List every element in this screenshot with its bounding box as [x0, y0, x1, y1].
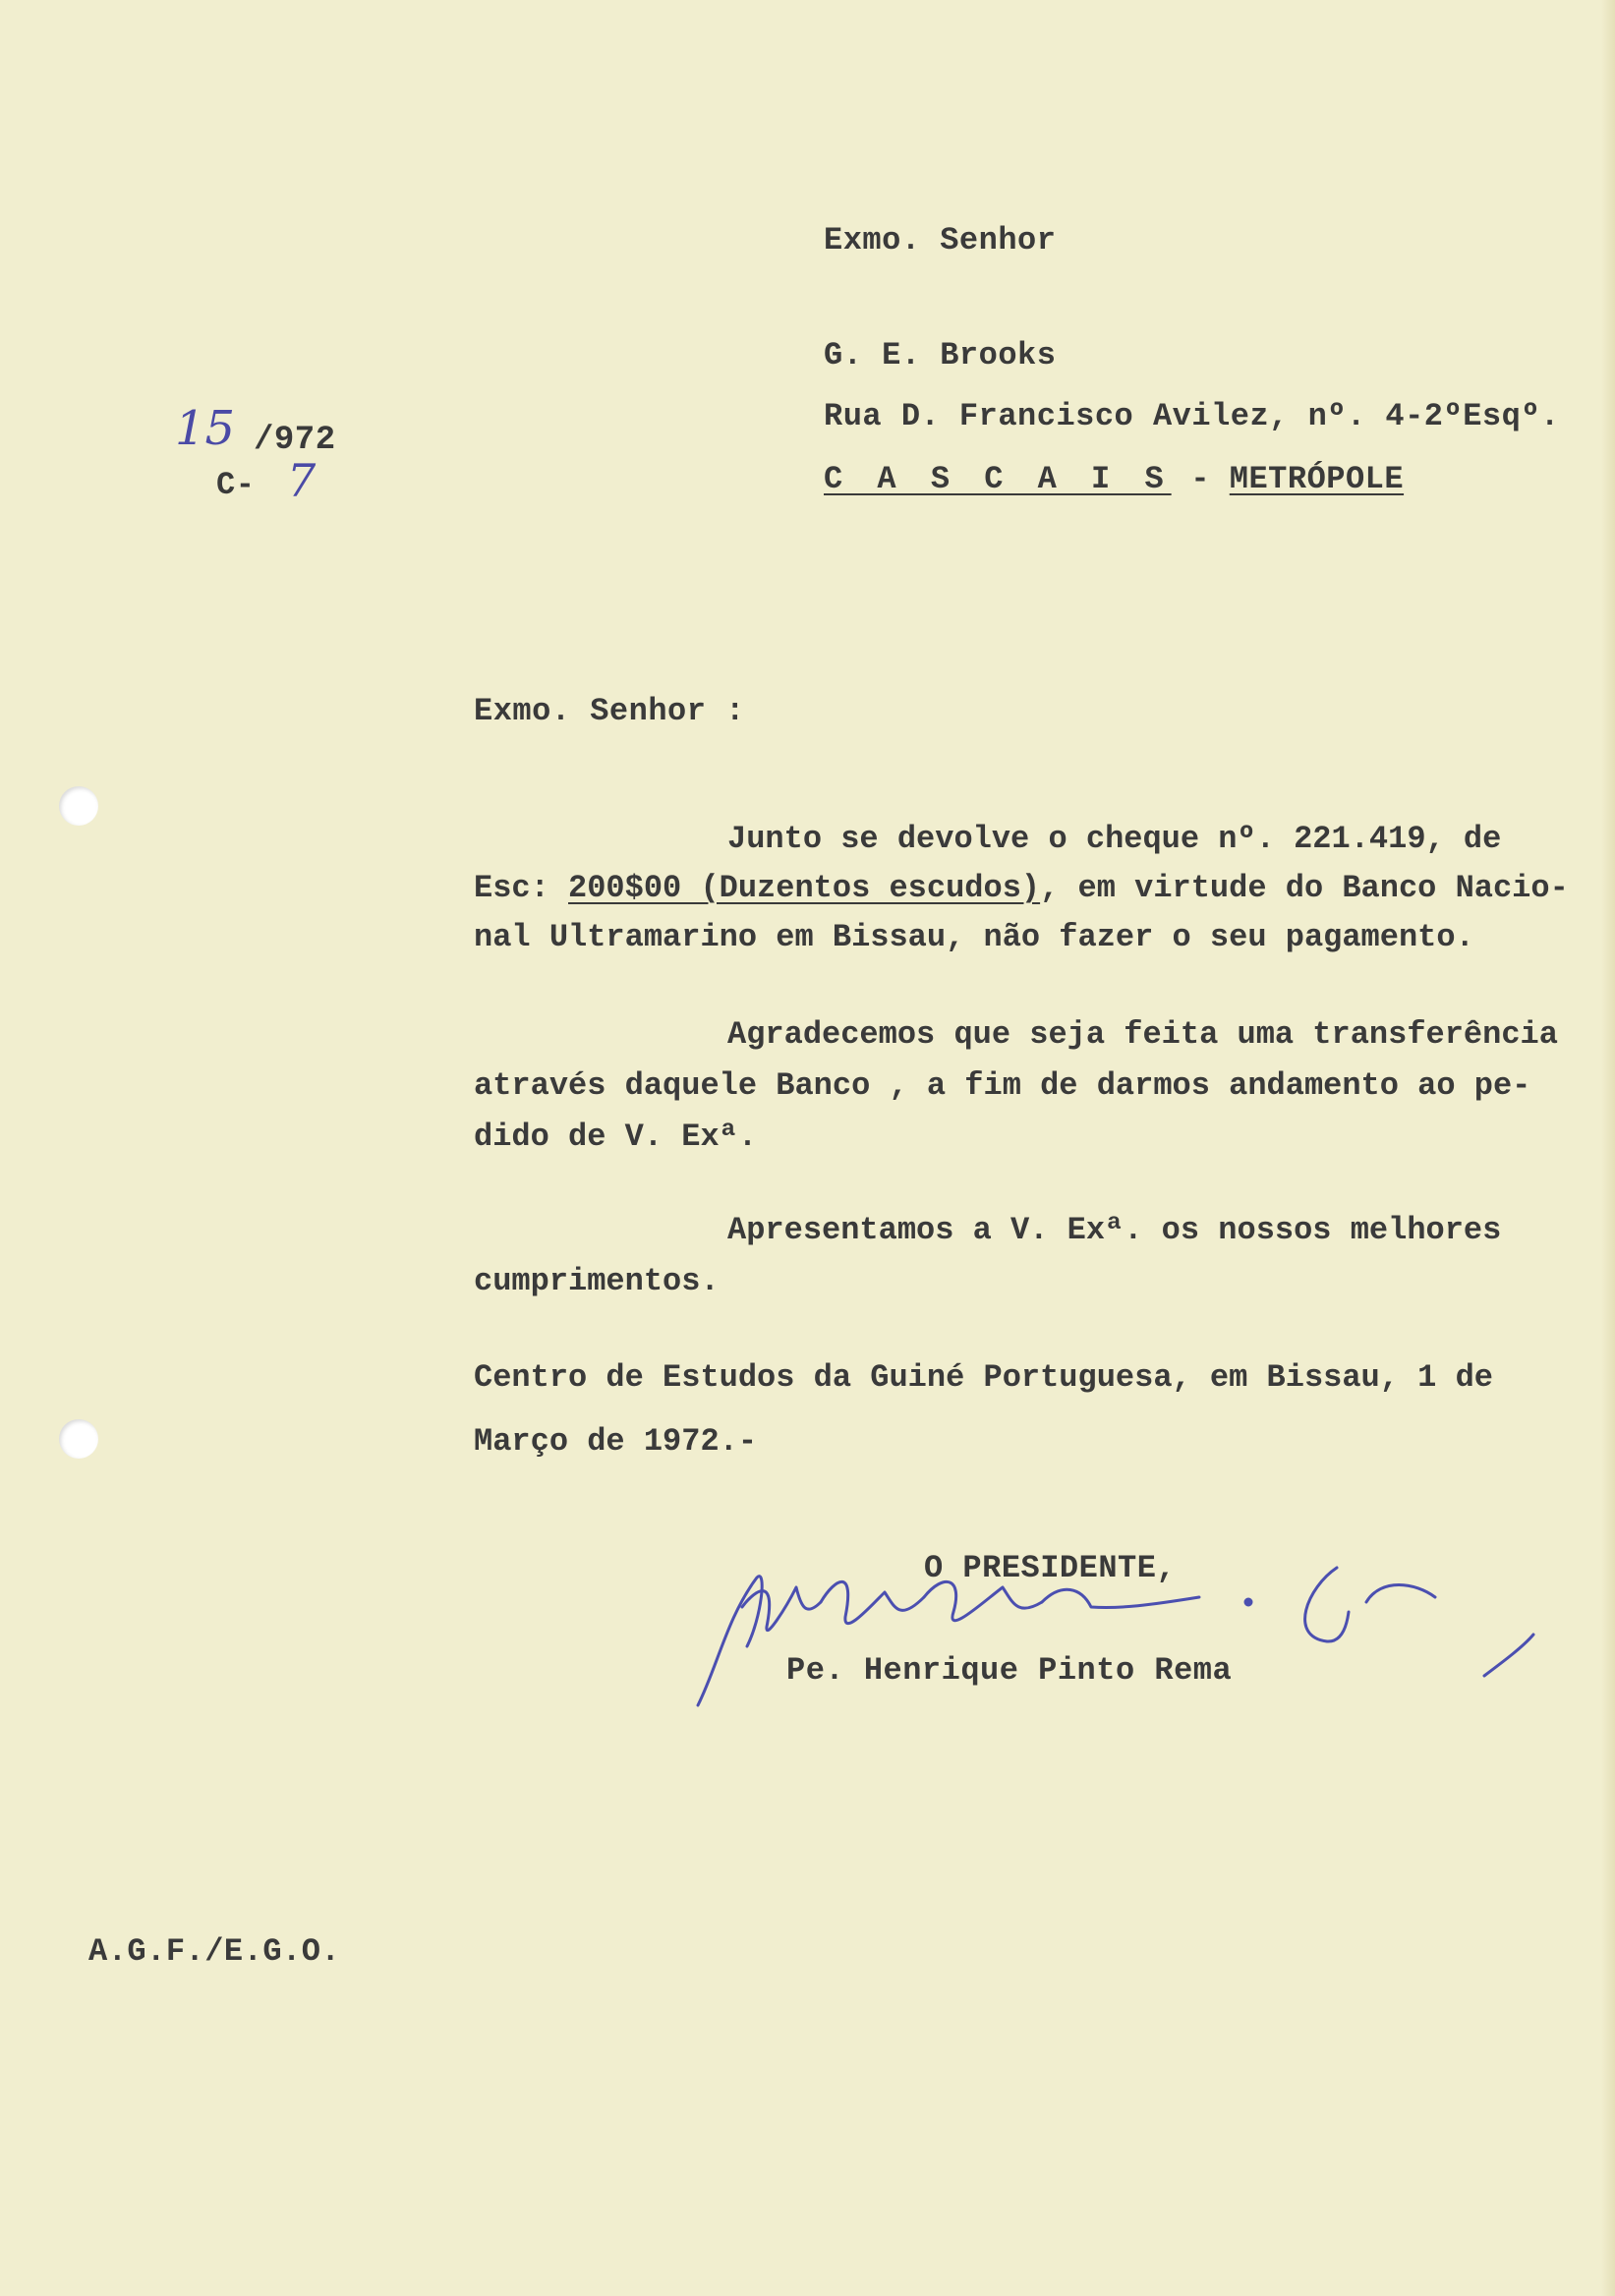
paragraph-1-line-2: [474, 864, 1569, 913]
paragraph-1-line-2-rest: , em virtude do Banco Nacio-: [1040, 870, 1569, 906]
paragraph-3-line-1: Apresentamos a V. Exª. os nossos melhores: [727, 1212, 1502, 1248]
punch-hole-top: [59, 786, 98, 826]
paragraph-2-line-1: Agradecemos que seja feita uma transferência: [727, 1016, 1558, 1053]
place-date-line-1: Centro de Estudos da Guiné Portuguesa, em Bissau, 1 de: [474, 1359, 1493, 1396]
paragraph-1-line-3: nal Ultramarino em Bissau, não fazer o seu pagamento.: [474, 919, 1474, 955]
footer-initials: A.G.F./E.G.O.: [88, 1933, 341, 1970]
recipient-name: G. E. Brooks: [824, 337, 1057, 373]
paper-edge: [1601, 0, 1615, 2296]
currency-prefix: Esc:: [474, 870, 569, 906]
paragraph-1-line-1: Junto se devolve o cheque nº. 221.419, de: [727, 821, 1502, 857]
reference-code: 7: [287, 454, 317, 507]
paragraph-2-line-2: através daquele Banco , a fim de darmos andamento ao pe-: [474, 1067, 1531, 1104]
place-date-line-2: Março de 1972.-: [474, 1423, 758, 1460]
amount: 200$00 (Duzentos escudos): [568, 870, 1041, 906]
greeting: Exmo. Senhor :: [474, 693, 745, 729]
recipient-city: C A S C A I S: [824, 461, 1172, 497]
reference-number: 15: [175, 401, 236, 456]
paragraph-3-line-2: cumprimentos.: [474, 1263, 720, 1299]
reference-year: /972: [254, 422, 336, 459]
handwritten-signature: [688, 1548, 1543, 1745]
signatory-name: Pe. Henrique Pinto Rema: [786, 1652, 1233, 1689]
address-salutation: Exmo. Senhor: [824, 222, 1057, 258]
recipient-street: Rua D. Francisco Avilez, nº. 4-2ºEsqº.: [824, 398, 1560, 434]
paragraph-2-line-3: dido de V. Exª.: [474, 1119, 758, 1155]
recipient-region: METRÓPOLE: [1229, 461, 1405, 497]
city-separator: -: [1171, 461, 1230, 497]
recipient-city-line: [824, 460, 1404, 499]
signature-title: O PRESIDENTE,: [924, 1550, 1177, 1586]
reference-prefix: C-: [216, 467, 256, 503]
punch-hole-bottom: [59, 1419, 98, 1459]
